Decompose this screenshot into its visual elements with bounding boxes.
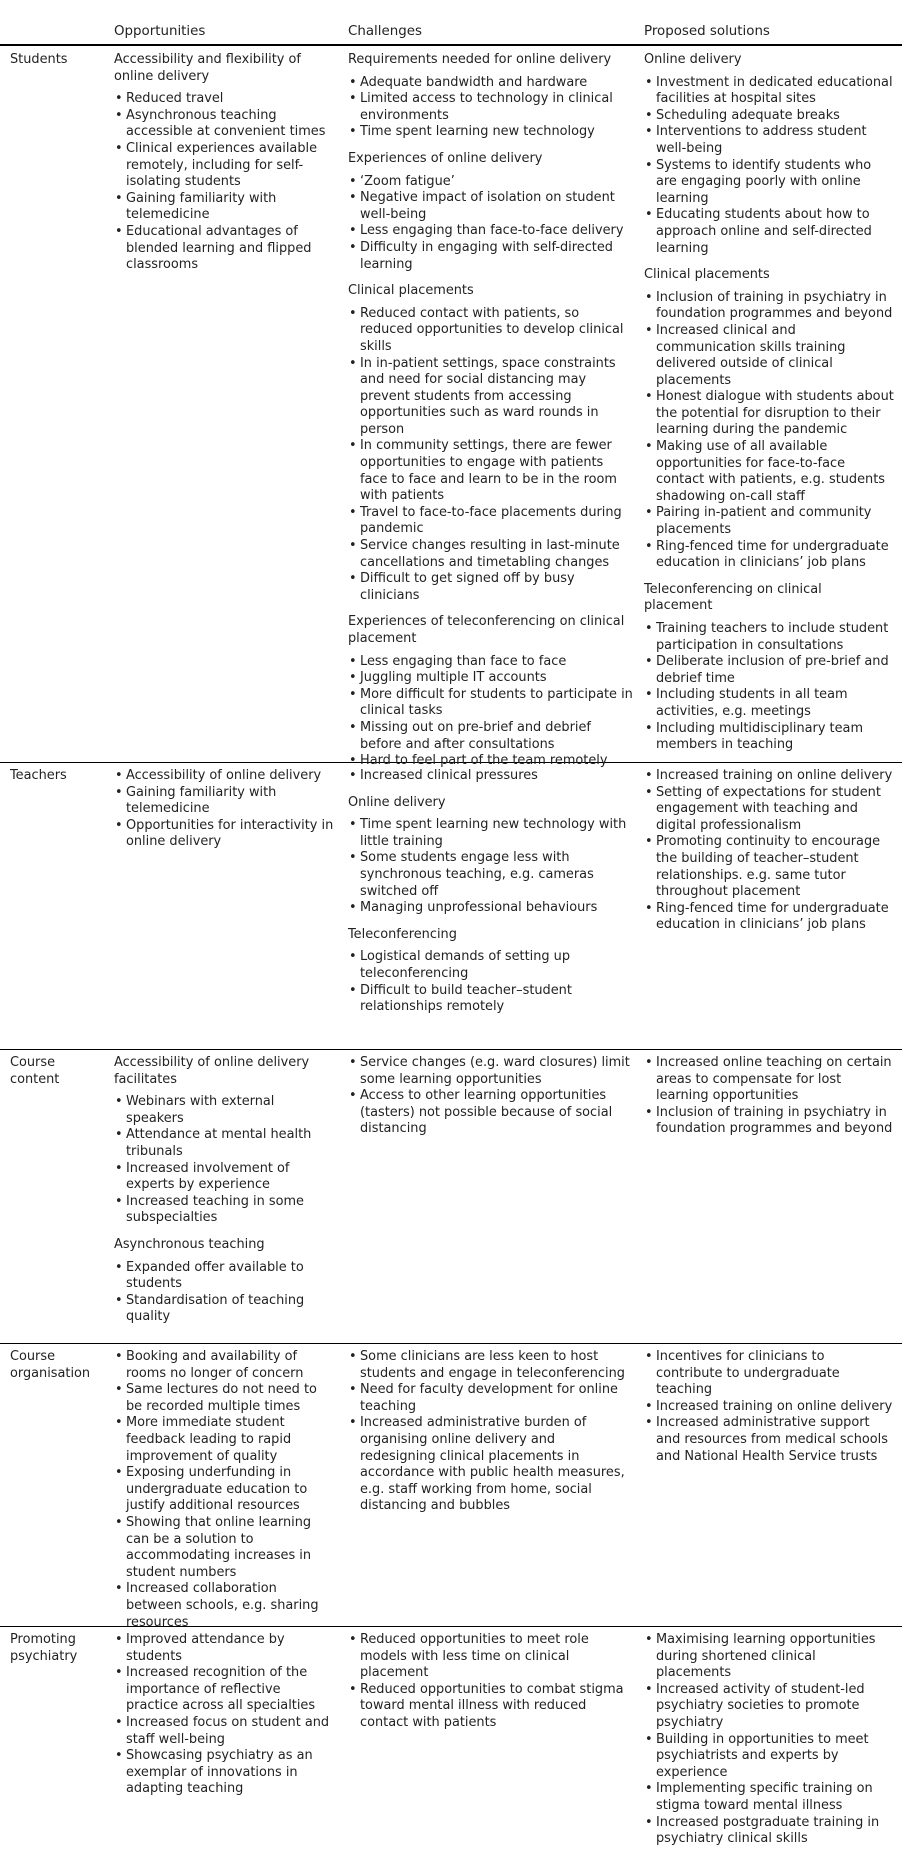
list-item: • Reduced travel (114, 91, 334, 108)
opportunities-cell (114, 1055, 334, 1336)
list-item: • Need for faculty development for online teaching (348, 1382, 633, 1415)
list-item: • Negative impact of isolation on student well-being (348, 190, 633, 223)
opportunities-cell (114, 1632, 334, 1808)
bullet-list (644, 621, 894, 754)
list-item: • Improved attendance by students (114, 1632, 334, 1665)
list-item: • Increased clinical and communication skills training delivered outside of clinical placements (644, 323, 894, 389)
list-item: • Access to other learning opportunities (tasters) not possible because of social distancing (348, 1088, 633, 1138)
list-item: • Time spent learning new technology with little training (348, 817, 633, 850)
bullet-list (348, 75, 633, 141)
challenges-cell (348, 768, 633, 1026)
list-item: • Reduced opportunities to combat stigma toward mental illness with reduced contact with patients (348, 1682, 633, 1732)
list-item: • Opportunities for interactivity in online delivery (114, 818, 334, 851)
list-item: • Time spent learning new technology (348, 124, 633, 141)
bullet-list (348, 1349, 633, 1515)
list-item: • Ring-fenced time for undergraduate education in clinicians’ job plans (644, 539, 894, 572)
list-item: • Difficult to get signed off by busy clinicians (348, 571, 633, 604)
bullet-list (644, 1055, 894, 1138)
list-item: • Pairing in-patient and community placements (644, 505, 894, 538)
header-challenges: Challenges (348, 24, 422, 39)
list-item: • ‘Zoom fatigue’ (348, 174, 633, 191)
list-item: • Promoting continuity to encourage the building of teacher–student relationships. e.g. same tutor throughout placement (644, 834, 894, 900)
list-item: • Gaining familiarity with telemedicine (114, 785, 334, 818)
challenges-cell (348, 1632, 633, 1742)
list-item: • Increased administrative support and resources from medical schools and National Health Service trusts (644, 1415, 894, 1465)
list-item: • Adequate bandwidth and hardware (348, 75, 633, 92)
list-item: • Increased activity of student-led psychiatry societies to promote psychiatry (644, 1682, 894, 1732)
list-item: • Same lectures do not need to be recorded multiple times (114, 1382, 334, 1415)
section-title: Accessibility of online delivery facilitates (114, 1055, 310, 1087)
bullet-list (644, 1632, 894, 1848)
list-item: • Training teachers to include student participation in consultations (644, 621, 894, 654)
bullet-list (644, 75, 894, 258)
solutions-cell (644, 52, 894, 764)
list-item: • Making use of all available opportunities for face-to-face contact with patients, e.g. students shadowing on-call staff (644, 439, 894, 505)
solutions-cell (644, 1632, 894, 1858)
list-item: • In in-patient settings, space constraints and need for social distancing may prevent students from accessing opportunities such as ward rounds in person (348, 356, 633, 439)
list-item: • Missing out on pre-brief and debrief before and after consultations (348, 720, 633, 753)
section-title: Clinical placements (644, 267, 770, 283)
bullet-list (348, 1632, 633, 1732)
section-title: Online delivery (644, 52, 742, 67)
bullet-list (644, 1349, 894, 1465)
bullet-list (348, 768, 633, 785)
row-divider (0, 1049, 902, 1050)
list-item: • Interventions to address student well-being (644, 124, 894, 157)
list-item: • Increased training on online delivery (644, 768, 894, 785)
list-item: • Increased training on online delivery (644, 1399, 894, 1416)
row-label: Promoting psychiatry (10, 1632, 78, 1664)
list-item: • Reduced contact with patients, so reduced opportunities to develop clinical skills (348, 306, 633, 356)
list-item: • Educational advantages of blended learning and flipped classrooms (114, 224, 334, 274)
list-item: • Increased administrative burden of organising online delivery and redesigning clinical placements in accordance with public health measures, e.g. staff working from home, social distancing and bubbles (348, 1415, 633, 1515)
list-item: • Inclusion of training in psychiatry in foundation programmes and beyond (644, 1105, 894, 1138)
list-item: • Building in opportunities to meet psychiatrists and experts by experience (644, 1732, 894, 1782)
list-item: • Educating students about how to approach online and self-directed learning (644, 207, 894, 257)
list-item: • Honest dialogue with students about the potential for disruption to their learning during the pandemic (644, 389, 894, 439)
section-title: Experiences of teleconferencing on clinical placement (348, 614, 625, 646)
section-title: Teleconferencing (348, 926, 457, 942)
bullet-list (348, 817, 633, 917)
list-item: • Some clinicians are less keen to host students and engage in teleconferencing (348, 1349, 633, 1382)
row-label: Course organisation (10, 1349, 91, 1381)
list-item: • Service changes resulting in last-minute cancellations and timetabling changes (348, 538, 633, 571)
list-item: • Showing that online learning can be a solution to accommodating increases in student numbers (114, 1515, 334, 1581)
challenges-cell (348, 1349, 633, 1525)
list-item: • Increased online teaching on certain areas to compensate for lost learning opportunities (644, 1055, 894, 1105)
list-item: • Gaining familiarity with telemedicine (114, 191, 334, 224)
list-item: • Exposing underfunding in undergraduate education to justify additional resources (114, 1465, 334, 1515)
solutions-cell (644, 768, 894, 944)
list-item: • In community settings, there are fewer opportunities to engage with patients face to face and learn to be in the room with patients (348, 438, 633, 504)
list-item: • Setting of expectations for student engagement with teaching and digital professionalism (644, 785, 894, 835)
list-item: • Reduced opportunities to meet role models with less time on clinical placement (348, 1632, 633, 1682)
row-label: Course content (10, 1055, 60, 1087)
bullet-list (114, 768, 334, 851)
list-item: • Difficulty in engaging with self-directed learning (348, 240, 633, 273)
list-item: • Increased recognition of the importance of reflective practice across all specialties (114, 1665, 334, 1715)
section-title: Online delivery (348, 794, 446, 810)
list-item: • Scheduling adequate breaks (644, 108, 894, 125)
list-item: • Incentives for clinicians to contribute to undergraduate teaching (644, 1349, 894, 1399)
opportunities-cell (114, 1349, 334, 1641)
list-item: • Ring-fenced time for undergraduate education in clinicians’ job plans (644, 901, 894, 934)
header-solutions: Proposed solutions (644, 24, 770, 39)
bullet-list (644, 290, 894, 572)
list-item: • Including students in all team activities, e.g. meetings (644, 687, 894, 720)
list-item: • Increased focus on student and staff well-being (114, 1715, 334, 1748)
list-item: • Service changes (e.g. ward closures) limit some learning opportunities (348, 1055, 633, 1088)
list-item: • Managing unprofessional behaviours (348, 900, 633, 917)
list-item: • Some students engage less with synchronous teaching, e.g. cameras switched off (348, 850, 633, 900)
list-item: • Attendance at mental health tribunals (114, 1127, 334, 1160)
section-title: Asynchronous teaching (114, 1236, 265, 1252)
list-item: • More difficult for students to participate in clinical tasks (348, 687, 633, 720)
list-item: • Inclusion of training in psychiatry in foundation programmes and beyond (644, 290, 894, 323)
list-item: • Expanded offer available to students (114, 1260, 334, 1293)
opportunities-cell (114, 52, 334, 284)
list-item: • Showcasing psychiatry as an exemplar of innovations in adapting teaching (114, 1748, 334, 1798)
list-item: • Increased teaching in some subspecialties (114, 1194, 334, 1227)
bullet-list (644, 768, 894, 934)
bullet-list (114, 1094, 334, 1227)
bullet-list (114, 1632, 334, 1798)
list-item: • Webinars with external speakers (114, 1094, 334, 1127)
list-item: • Limited access to technology in clinical environments (348, 91, 633, 124)
list-item: • Less engaging than face-to-face delivery (348, 223, 633, 240)
list-item: • Less engaging than face to face (348, 654, 633, 671)
bullet-list (114, 91, 334, 274)
solutions-cell (644, 1055, 894, 1148)
row-label: Students (10, 52, 68, 67)
challenges-cell (348, 52, 633, 780)
list-item: • Travel to face-to-face placements during pandemic (348, 505, 633, 538)
section-title: Teleconferencing on clinical placement (644, 581, 822, 614)
bullet-list (348, 1055, 633, 1138)
bullet-list (114, 1260, 334, 1326)
bullet-list (348, 654, 633, 770)
challenges-cell (348, 1055, 633, 1148)
section-title: Clinical placements (348, 283, 474, 299)
list-item: • Increased involvement of experts by experience (114, 1161, 334, 1194)
bullet-list (348, 174, 633, 274)
header-opportunities: Opportunities (114, 24, 206, 39)
bullet-list (348, 306, 633, 605)
opportunities-cell (114, 768, 334, 861)
list-item: • Hard to feel part of the team remotely (348, 753, 633, 770)
list-item: • Accessibility of online delivery (114, 768, 334, 785)
list-item: • Deliberate inclusion of pre-brief and debrief time (644, 654, 894, 687)
list-item: • Asynchronous teaching accessible at convenient times (114, 108, 334, 141)
list-item: • Investment in dedicated educational facilities at hospital sites (644, 75, 894, 108)
list-item: • Increased clinical pressures (348, 768, 633, 785)
list-item: • Clinical experiences available remotely, including for self-isolating students (114, 141, 334, 191)
list-item: • More immediate student feedback leading to rapid improvement of quality (114, 1415, 334, 1465)
list-item: • Increased collaboration between schools, e.g. sharing resources (114, 1581, 334, 1631)
list-item: • Standardisation of teaching quality (114, 1293, 334, 1326)
section-title: Requirements needed for online delivery (348, 52, 612, 67)
list-item: • Difficult to build teacher–student relationships remotely (348, 983, 633, 1016)
list-item: • Including multidisciplinary team members in teaching (644, 721, 894, 754)
bullet-list (348, 949, 633, 1015)
list-item: • Implementing specific training on stigma toward mental illness (644, 1781, 894, 1814)
list-item: • Booking and availability of rooms no longer of concern (114, 1349, 334, 1382)
section-title: Accessibility and flexibility of online delivery (114, 52, 301, 84)
list-item: • Juggling multiple IT accounts (348, 670, 633, 687)
list-item: • Systems to identify students who are engaging poorly with online learning (644, 158, 894, 208)
list-item: • Logistical demands of setting up teleconferencing (348, 949, 633, 982)
list-item: • Maximising learning opportunities during shortened clinical placements (644, 1632, 894, 1682)
header-rule (0, 44, 902, 46)
list-item: • Increased postgraduate training in psychiatry clinical skills (644, 1815, 894, 1848)
section-title: Experiences of online delivery (348, 150, 543, 166)
row-label: Teachers (10, 768, 67, 783)
bullet-list (114, 1349, 334, 1631)
row-divider (0, 1343, 902, 1344)
solutions-cell (644, 1349, 894, 1475)
